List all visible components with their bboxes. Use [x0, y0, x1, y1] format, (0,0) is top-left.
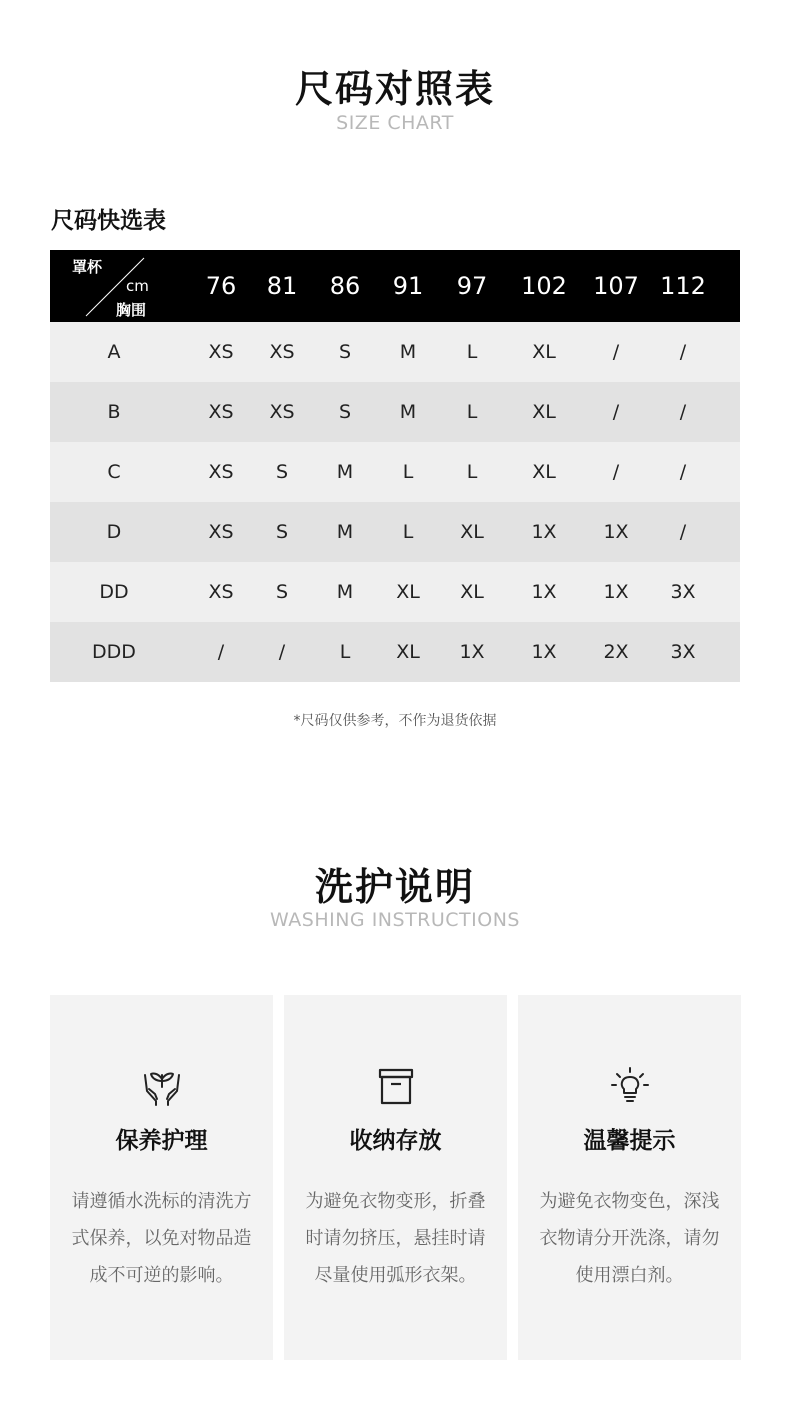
card-line: 为避免衣物变形，折叠	[305, 1191, 486, 1212]
card-line: 式保养，以免对物品造	[71, 1228, 252, 1249]
size-cell: XS	[208, 581, 234, 603]
size-cell: XS	[208, 341, 234, 363]
corner-cup-label: 罩杯	[72, 258, 103, 276]
size-cell: S	[275, 461, 289, 483]
card-line: 使用漂白剂。	[575, 1265, 684, 1286]
size-cell: XL	[396, 641, 420, 663]
care-card	[50, 995, 273, 1360]
size-cell: XL	[460, 581, 484, 603]
size-cell: /	[679, 521, 687, 543]
table-body	[50, 322, 740, 682]
table-row	[50, 382, 740, 442]
size-cell: XS	[208, 401, 234, 423]
size-cell: S	[338, 401, 352, 423]
corner-unit-label: cm	[126, 277, 149, 295]
corner-chest-label: 胸围	[116, 301, 147, 319]
card-line: 衣物请分开洗涤，请勿	[539, 1228, 720, 1249]
washing-subtitle: WASHING INSTRUCTIONS	[270, 909, 520, 931]
column-header: 112	[660, 272, 706, 300]
size-cell: L	[402, 521, 414, 543]
size-cell: M	[336, 461, 354, 483]
size-cell: S	[275, 521, 289, 543]
size-cell: XL	[532, 461, 556, 483]
tips-card	[518, 995, 741, 1360]
size-cell: XL	[532, 401, 556, 423]
size-cell: /	[217, 641, 225, 663]
size-cell: 3X	[670, 581, 696, 603]
size-cell: M	[336, 581, 354, 603]
size-cell: XL	[396, 581, 420, 603]
header-corner	[50, 250, 180, 322]
diagonal-divider	[50, 250, 180, 322]
size-cell: M	[399, 341, 417, 363]
column-header: 86	[329, 272, 361, 300]
table-header	[50, 250, 740, 322]
size-cell: L	[466, 461, 478, 483]
size-cell: 2X	[603, 641, 629, 663]
card-line: 为避免衣物变色，深浅	[539, 1191, 720, 1212]
size-cell: XS	[269, 401, 295, 423]
size-cell: XL	[460, 521, 484, 543]
cup-cell: D	[106, 521, 122, 543]
size-cell: S	[275, 581, 289, 603]
card-line: 尽量使用弧形衣架。	[314, 1265, 477, 1286]
size-cell: 1X	[531, 521, 557, 543]
size-cell: L	[466, 401, 478, 423]
column-header: 76	[205, 272, 237, 300]
size-chart-subtitle: SIZE CHART	[336, 112, 454, 134]
size-cell: /	[278, 641, 286, 663]
size-cell: /	[679, 341, 687, 363]
cup-cell: C	[107, 461, 121, 483]
table-row	[50, 502, 740, 562]
lightbulb-icon	[609, 1065, 651, 1107]
card-title: 温馨提示	[583, 1128, 676, 1154]
size-cell: L	[402, 461, 414, 483]
size-cell: M	[399, 401, 417, 423]
table-row	[50, 322, 740, 382]
table-row	[50, 562, 740, 622]
size-note: *尺码仅供参考，不作为退货依据	[293, 713, 497, 729]
size-cell: XL	[532, 341, 556, 363]
column-header: 107	[593, 272, 639, 300]
washing-title: 洗护说明	[314, 865, 475, 909]
size-cell: 1X	[459, 641, 485, 663]
size-chart-title: 尺码对照表	[294, 67, 495, 111]
size-cell: 3X	[670, 641, 696, 663]
column-header: 102	[521, 272, 567, 300]
storage-box-icon	[375, 1065, 417, 1107]
size-cell: S	[338, 341, 352, 363]
cup-cell: DD	[99, 581, 129, 603]
size-cell: /	[612, 461, 620, 483]
card-title: 收纳存放	[349, 1128, 442, 1154]
size-cell: XS	[208, 461, 234, 483]
size-cell: 1X	[531, 581, 557, 603]
size-cell: XS	[269, 341, 295, 363]
card-body	[296, 1183, 495, 1294]
table-row	[50, 442, 740, 502]
hands-plant-icon	[141, 1065, 183, 1107]
column-header: 91	[392, 272, 424, 300]
size-table	[50, 250, 740, 682]
card-line: 成不可逆的影响。	[89, 1265, 234, 1286]
size-cell: L	[339, 641, 351, 663]
size-cell: 1X	[531, 641, 557, 663]
cup-cell: B	[107, 401, 121, 423]
size-cell: M	[336, 521, 354, 543]
storage-card	[284, 995, 507, 1360]
card-title: 保养护理	[115, 1128, 208, 1154]
card-body	[62, 1183, 261, 1294]
size-cell: XS	[208, 521, 234, 543]
size-cell: 1X	[603, 521, 629, 543]
card-line: 时请勿挤压，悬挂时请	[305, 1228, 486, 1249]
card-body	[530, 1183, 729, 1294]
card-line: 请遵循水洗标的清洗方	[71, 1191, 252, 1212]
size-cell: /	[679, 461, 687, 483]
cup-cell: DDD	[92, 641, 136, 663]
quick-select-title: 尺码快选表	[51, 208, 166, 234]
cup-cell: A	[107, 341, 121, 363]
size-cell: /	[679, 401, 687, 423]
size-cell: 1X	[603, 581, 629, 603]
table-row	[50, 622, 740, 682]
column-header: 81	[266, 272, 298, 300]
size-cell: /	[612, 341, 620, 363]
size-cell: /	[612, 401, 620, 423]
column-header: 97	[456, 272, 488, 300]
size-cell: L	[466, 341, 478, 363]
